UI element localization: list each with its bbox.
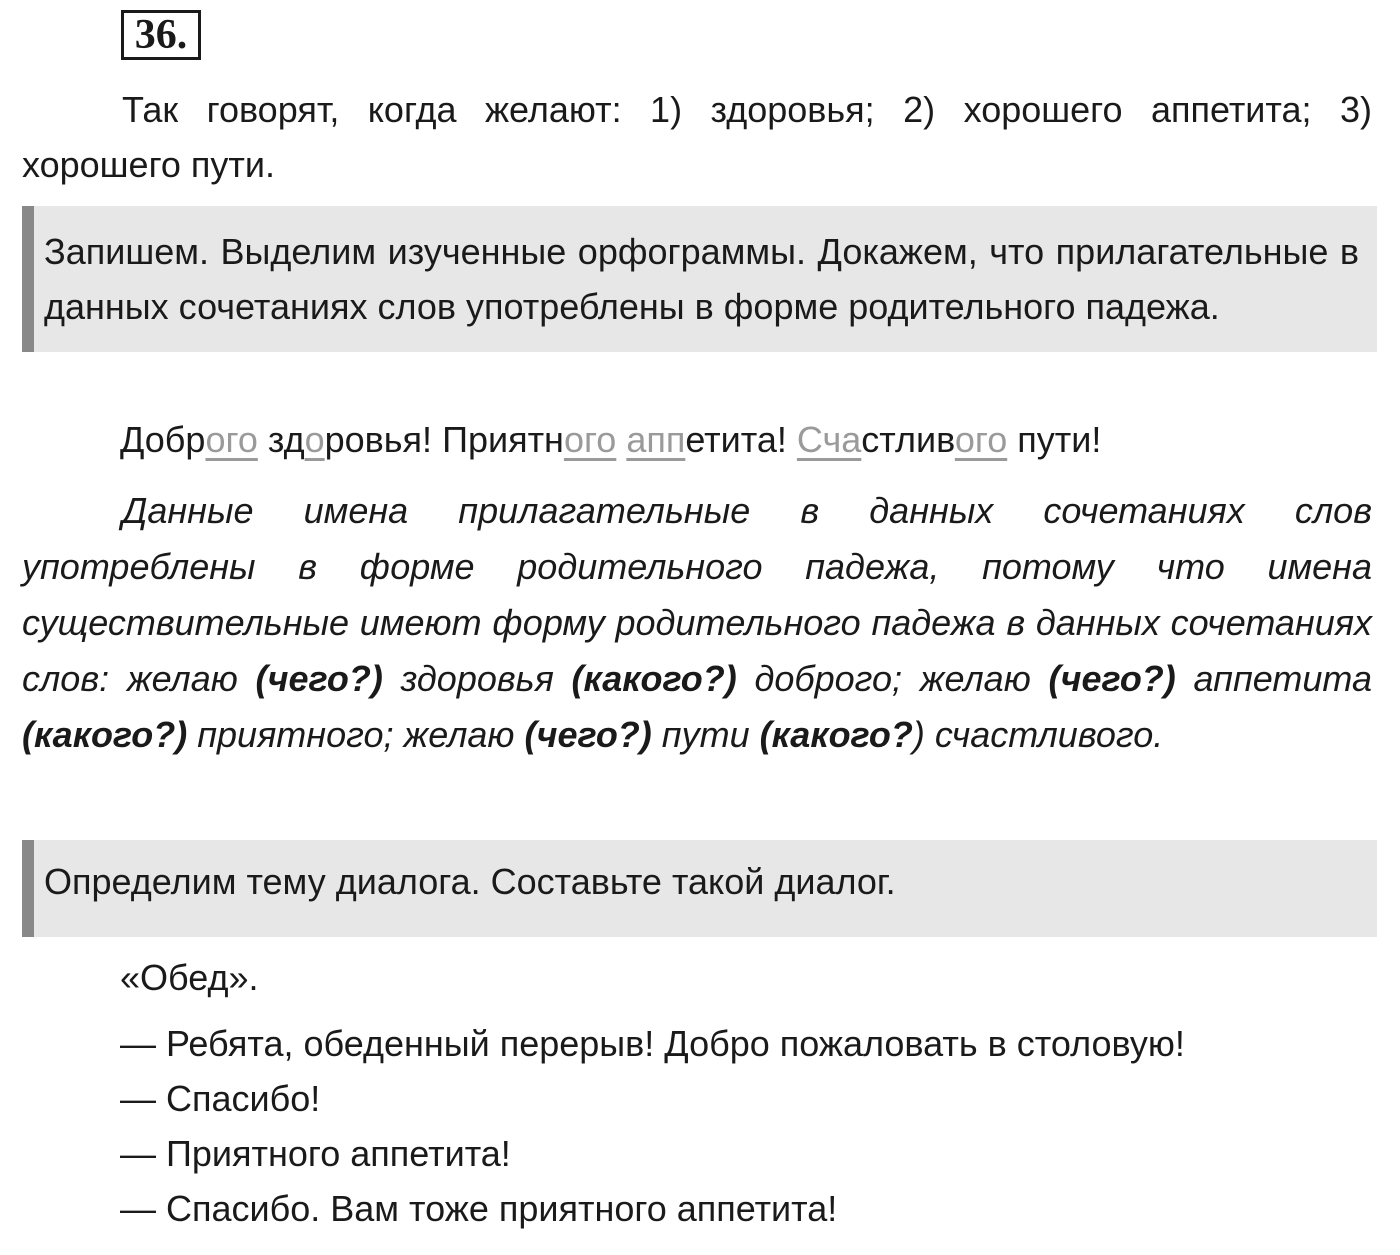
orthogram-mark: ого <box>563 419 617 460</box>
dialog-line: — Приятного аппетита! <box>120 1133 511 1174</box>
word-part: Добр <box>120 419 206 460</box>
word-part: пути! <box>1017 419 1102 460</box>
question-mark-label: (какого?) <box>22 714 188 755</box>
explanation-fragment: аппетита <box>1175 658 1372 699</box>
task-2-text: Определим тему диалога. Составьте такой диалог. <box>44 861 896 902</box>
task-box-2 <box>22 840 1377 937</box>
question-mark-label: (какого? <box>759 714 913 755</box>
word-part: зд <box>267 419 305 460</box>
word-part: ровья! <box>324 419 433 460</box>
explanation-fragment: приятного; желаю <box>187 714 525 755</box>
task-box-1 <box>22 206 1377 352</box>
question-mark-label: (чего?) <box>255 658 383 699</box>
orthogram-mark: Сча <box>796 419 862 460</box>
task-number-box: 36. <box>121 10 201 60</box>
dialog-title: «Обед». <box>120 957 259 998</box>
dialog-line: — Спасибо! <box>120 1078 321 1119</box>
task-1-text: Запишем. Выделим изученные орфограммы. Докажем, что прилагательные в данных сочетаниях слов употреблены в форме родительного падежа. <box>44 231 1359 327</box>
answer-line <box>120 412 1380 467</box>
explanation-fragment: пути <box>651 714 760 755</box>
word-part: стлив <box>861 419 955 460</box>
explanation-fragment: доброго; желаю <box>736 658 1049 699</box>
orthogram-mark: ого <box>205 419 258 460</box>
word-part: етита! <box>685 419 787 460</box>
orthogram-mark: о <box>304 419 325 460</box>
orthogram-mark: ого <box>954 419 1008 460</box>
question-mark-label: (чего?) <box>524 714 652 755</box>
explanation-fragment: здоровья <box>382 658 572 699</box>
word-part: Приятн <box>442 419 564 460</box>
explanation-text <box>22 483 1372 763</box>
question-mark-label: (какого?) <box>571 658 737 699</box>
question-mark-label: (чего?) <box>1048 658 1176 699</box>
dialog-line: — Спасибо. Вам тоже приятного аппетита! <box>120 1188 838 1229</box>
dialog-line: — Ребята, обеденный перерыв! Добро пожаловать в столовую! <box>120 1023 1185 1064</box>
intro-text: Так говорят, когда желают: 1) здоровья; 2) хорошего аппетита; 3) хорошего пути. <box>22 89 1372 185</box>
explanation-fragment: ) счастливого. <box>912 714 1164 755</box>
orthogram-mark: апп <box>626 419 686 460</box>
explanation-fragment: Данные имена прилагательные в данных сочетаниях слов употреблены в форме родительного падежа, потому что имена существительные имеют форму родительного падежа в данных сочетаниях слов: желаю <box>22 490 1372 699</box>
